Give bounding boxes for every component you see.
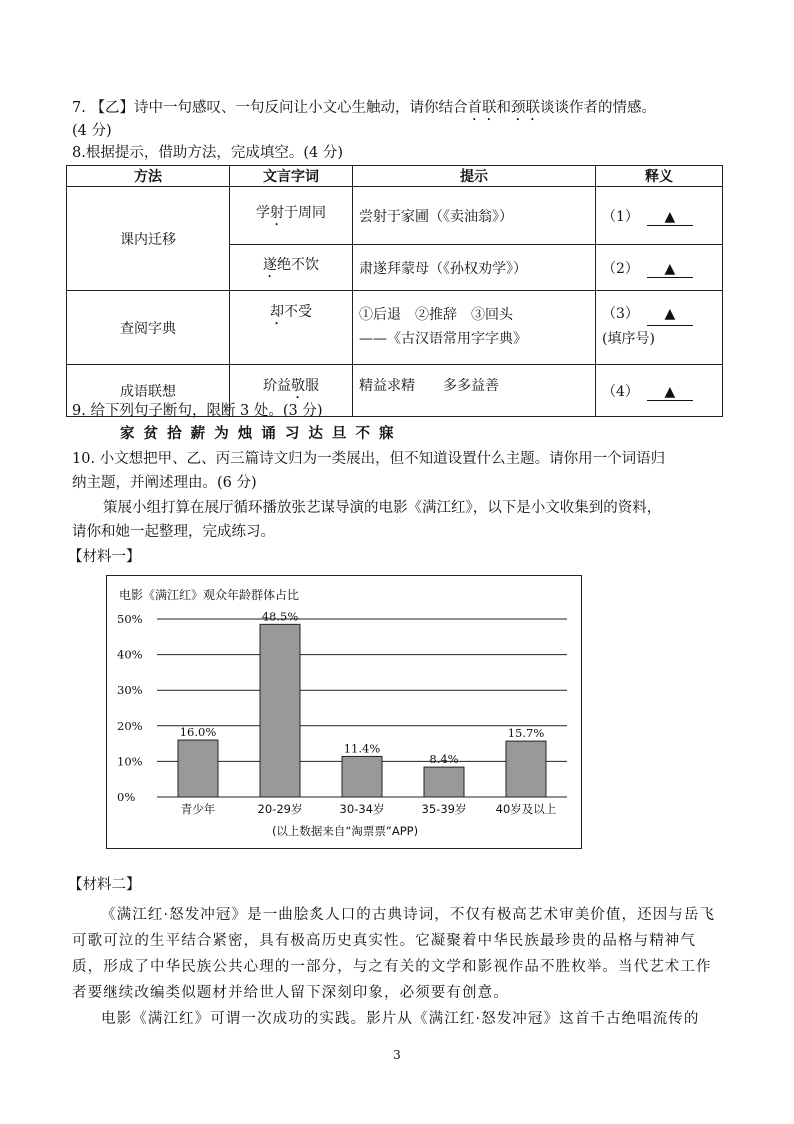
- y-tick-label: 0%: [117, 790, 136, 804]
- bar-value-label: 11.4%: [343, 741, 381, 756]
- x-tick-label: 20-29岁: [257, 802, 303, 816]
- question-9-sentence: 家 贫 拾 薪 为 烛 诵 习 达 旦 不 寐: [120, 426, 396, 442]
- bar-value-label: 48.5%: [261, 609, 299, 624]
- answer-blank[interactable]: ▲: [647, 384, 693, 401]
- dotted-shoulian: 首联: [467, 100, 497, 116]
- answer-cell: （2） ▲: [596, 245, 723, 291]
- bar: [342, 756, 382, 797]
- x-tick-label: 40岁及以上: [495, 802, 557, 816]
- answer-cell: （1） ▲: [596, 187, 723, 245]
- dotted-jinglian: 颈联: [510, 100, 540, 116]
- question-10-line2: 纳主题，并阐述理由。(6 分): [72, 475, 257, 491]
- question-7-score: (4 分): [72, 123, 112, 139]
- bar: [506, 741, 546, 797]
- bar: [260, 624, 300, 797]
- answer-cell: （3） ▲ (填序号): [596, 291, 723, 365]
- table-header-row: [67, 166, 723, 187]
- intro-line2: 请你和她一起整理，完成练习。: [72, 524, 275, 540]
- hint-cell: 尝射于家圃（《卖油翁》）: [353, 187, 596, 245]
- y-tick-label: 40%: [117, 647, 143, 662]
- question-10-line1: 10. 小文想把甲、乙、丙三篇诗文归为一类展出，但不知道设置什么主题。请你用一个词语归: [72, 451, 666, 467]
- material-2-para1: 《满江红·怒发冲冠》是一曲脍炙人口的古典诗词，不仅有极高艺术审美价值，还因与岳飞可歌可泣的生平结合紧密，具有极高历史真实性。它凝聚着中华民族最珍贵的品格与精神气质，形成了中华民族公共心理的一部分，与之有关的文学和影视作品不胜枚举。当代艺术工作者要继续改编类似题材并给世人留下深刻印象，必须要有创意。: [72, 907, 716, 1001]
- y-tick-label: 50%: [117, 612, 143, 626]
- x-tick-label: 青少年: [180, 802, 216, 816]
- y-tick-label: 30%: [117, 683, 143, 698]
- age-distribution-chart: [106, 575, 582, 849]
- chart-source: (以上数据来自“淘票票”APP): [271, 824, 419, 838]
- page-number: 3: [393, 1048, 401, 1062]
- answer-cell: （4） ▲: [596, 365, 723, 417]
- x-tick-label: 35-39岁: [421, 802, 467, 816]
- table-row: [67, 187, 723, 245]
- method-cell: 成语联想: [67, 365, 230, 417]
- methods-table: [66, 165, 723, 417]
- header-method: 方法: [67, 166, 230, 187]
- word-cell: 却不受: [230, 291, 353, 365]
- y-tick-label: 10%: [117, 754, 143, 769]
- material-2-label: 【材料二】: [68, 877, 141, 893]
- bar-value-label: 8.4%: [429, 752, 459, 767]
- material-2-para2: 电影《满江红》可谓一次成功的实践。影片从《满江红·怒发冲冠》这首千古绝唱流传的: [101, 1011, 700, 1027]
- method-cell: 查阅字典: [67, 291, 230, 365]
- material-1-label: 【材料一】: [68, 549, 141, 565]
- header-meaning: 释义: [596, 166, 723, 187]
- x-tick-label: 30-34岁: [339, 802, 385, 816]
- bar: [424, 767, 464, 797]
- word-cell: 学射于周同: [230, 187, 353, 245]
- answer-blank[interactable]: ▲: [647, 303, 693, 326]
- bar: [178, 740, 218, 797]
- header-hint: 提示: [353, 166, 596, 187]
- answer-blank[interactable]: ▲: [647, 209, 693, 226]
- hint-cell: ①后退 ②推辞 ③回头 ——《古汉语常用字字典》: [353, 291, 596, 365]
- chart-title: 电影《满江红》观众年龄群体占比: [119, 588, 300, 602]
- hint-cell: 肃遂拜蒙母（《孙权劝学》）: [353, 245, 596, 291]
- y-tick-label: 20%: [117, 718, 143, 733]
- method-cell: 课内迁移: [67, 187, 230, 291]
- bar-value-label: 15.7%: [507, 726, 545, 741]
- bar-chart-svg: [107, 576, 583, 850]
- word-cell: 玠益敬服: [230, 365, 353, 417]
- header-word: 文言字词: [230, 166, 353, 187]
- hint-cell: 精益求精 多多益善: [353, 365, 596, 417]
- question-8-title: 8.根据提示，借助方法，完成填空。(4 分): [72, 145, 343, 161]
- question-9-title: 9. 给下列句子断句，限断 3 处。(3 分): [72, 403, 323, 419]
- bar-value-label: 16.0%: [179, 725, 217, 740]
- intro-line1: 策展小组打算在展厅循环播放张艺谋导演的电影《满江红》，以下是小文收集到的资料，: [103, 500, 662, 516]
- table-row: [67, 291, 723, 365]
- word-cell: 遂绝不饮: [230, 245, 353, 291]
- answer-blank[interactable]: ▲: [647, 261, 693, 278]
- question-7-line1: 7. 【乙】诗中一句感叹、一句反问让小文心生触动，请你结合首联和颈联谈谈作者的情感。: [72, 100, 656, 116]
